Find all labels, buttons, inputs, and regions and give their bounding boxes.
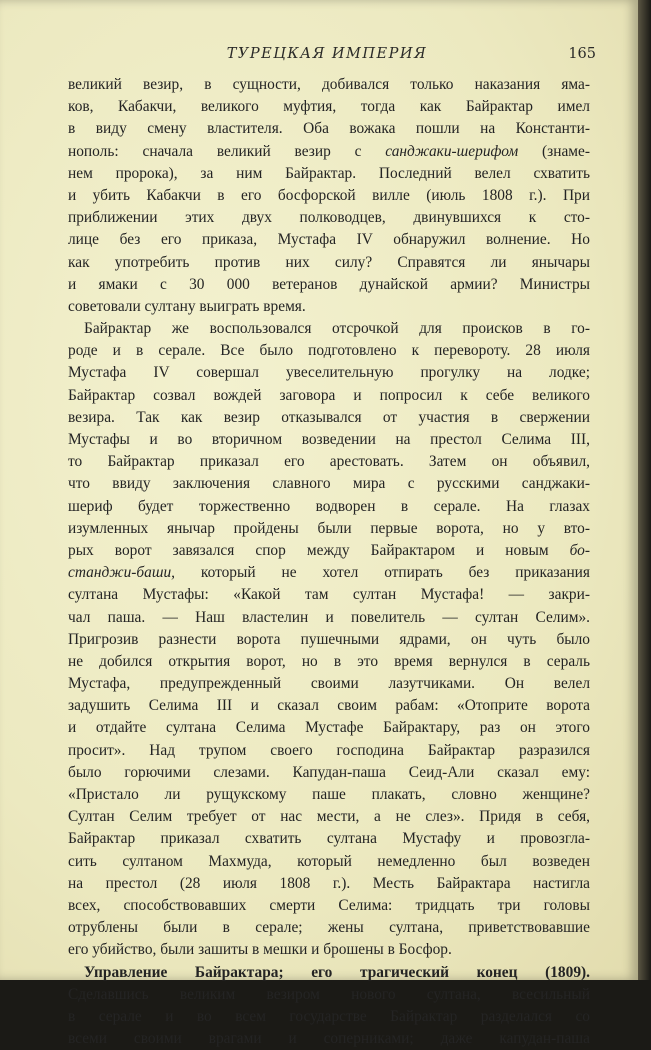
text-line <box>68 163 590 185</box>
text-line <box>68 229 590 251</box>
text-run: сить султаном Махмуда, который немедленно был возведен <box>68 852 590 870</box>
text-line <box>68 939 590 961</box>
text-line <box>68 607 590 629</box>
text-line <box>68 362 590 384</box>
text-line <box>68 851 590 873</box>
text-line <box>68 784 590 806</box>
text-run: в виду смену властителя. Оба вожака пошли на Константи- <box>68 120 590 138</box>
text-run: не добился открытия ворот, но в это время вернулся в сераль <box>68 652 590 670</box>
text-line <box>68 540 590 562</box>
text-line <box>68 429 590 451</box>
text-run: Пригрозив разнести ворота пушечными ядрами, он чуть было <box>68 630 590 648</box>
text-line <box>68 695 590 717</box>
text-run: чал паша. — Наш властелин и повелитель — султан Селим». <box>68 608 590 626</box>
text-line <box>68 1028 590 1050</box>
text-line <box>68 584 590 606</box>
text-run: и убить Кабакчи в его босфорской вилле (июль 1808 г.). При <box>68 186 590 204</box>
text-run: султана Мустафы: «Какой там султан Мустафа! — закри- <box>68 586 590 604</box>
text-line <box>68 962 590 984</box>
text-run: его убийство, были зашиты в мешки и брошены в Босфор. <box>68 941 452 959</box>
text-line <box>68 141 590 163</box>
text-run: роде и в серале. Все было подготовлено к перевороту. 28 июля <box>68 342 590 360</box>
text-run: то Байрактар приказал его арестовать. Затем он объявил, <box>68 453 590 471</box>
text-line <box>68 806 590 828</box>
text-line <box>68 96 590 118</box>
text-run: (знаме- <box>518 142 590 160</box>
text-run: и отдайте султана Селима Мустафе Байрактару, раз он этого <box>68 719 590 737</box>
text-line <box>68 984 590 1006</box>
text-line <box>68 651 590 673</box>
text-run: в серале и во всем государстве Байрактар разделался со <box>68 1007 590 1025</box>
text-run: нем пророка), за ним Байрактар. Последний велел схватить <box>68 164 590 182</box>
text-line <box>68 185 590 207</box>
text-line <box>68 451 590 473</box>
page-edge-shadow <box>638 0 651 980</box>
italic-term: станджи-баши, <box>68 564 175 582</box>
text-run: было горючими слезами. Капудан-паша Сеид-Али сказал ему: <box>68 763 590 781</box>
text-line <box>68 873 590 895</box>
running-title: ТУРЕЦКАЯ ИМПЕРИЯ <box>226 46 428 62</box>
text-line <box>68 828 590 850</box>
text-run: Байрактар созвал вождей заговора и попросил к себе великого <box>68 386 590 404</box>
text-run: Мустафа, предупрежденный своими лазутчиками. Он велел <box>68 675 590 693</box>
text-line <box>68 274 590 296</box>
text-run: «Пристало ли рущукскому паше плакать, словно женщине? <box>68 786 590 803</box>
text-run: нополь: сначала великий везир с <box>68 142 386 160</box>
text-run: советовали султану выиграть время. <box>68 297 306 315</box>
text-line <box>68 340 590 362</box>
italic-term: бо- <box>569 541 590 559</box>
text-line <box>68 473 590 495</box>
text-line <box>68 917 590 939</box>
text-line <box>68 740 590 762</box>
text-line <box>68 118 590 140</box>
text-line <box>68 717 590 739</box>
body-text <box>68 74 590 1050</box>
text-run: Мустафа IV совершал увеселительную прогулку на лодке; <box>68 364 590 382</box>
text-line <box>68 518 590 540</box>
text-line <box>68 673 590 695</box>
text-line <box>68 407 590 429</box>
text-run: отрублены были в серале; жены султана, приветствовавшие <box>68 919 590 937</box>
text-run: что ввиду заключения славного мира с русскими санджаки- <box>68 475 590 493</box>
text-line <box>68 895 590 917</box>
text-line <box>68 207 590 229</box>
text-run: и ямаки с 30 000 ветеранов дунайской армии? Министры <box>68 275 590 293</box>
text-run: просит». Над трупом своего господина Байрактар разразился <box>68 741 590 759</box>
text-line <box>68 318 590 340</box>
text-line <box>68 562 590 584</box>
text-run: приближении этих двух полководцев, двинувшихся к сто- <box>68 209 590 227</box>
text-run: который не хотел отпирать без приказания <box>174 564 590 582</box>
text-run: Сделавшись великим везиром нового султана, всесильный <box>68 985 590 1003</box>
text-run: Байрактар приказал схватить султана Мустафу и провозгла- <box>68 830 590 848</box>
italic-term: санджаки-шерифом <box>385 142 519 160</box>
text-run: задушить Селима III и сказал своим рабам: «Отоприте ворота <box>68 697 590 715</box>
text-run: Султан Селим требует от нас мести, а не слез». Придя в себя, <box>68 808 590 826</box>
text-run: ков, Кабакчи, великого муфтия, тогда как Байрактар имел <box>68 98 590 116</box>
page-number: 165 <box>568 46 596 62</box>
text-run: всех, способствовавших смерти Селима: тридцать три головы <box>68 896 590 914</box>
text-line <box>68 74 590 96</box>
text-line <box>68 496 590 518</box>
text-run: всеми своими врагами и соперниками; даже капудан-паша <box>68 1030 590 1048</box>
bold-heading: Управление Байрактара; его трагический конец (1809). <box>84 963 590 981</box>
text-line <box>68 385 590 407</box>
page-header <box>58 46 596 66</box>
text-line <box>68 252 590 274</box>
text-line <box>68 629 590 651</box>
text-run: Мустафы и во вторичном возведении на престол Селима III, <box>68 431 590 448</box>
text-run: как употребить против них силу? Справятся ли янычары <box>68 253 590 271</box>
text-run: везира. Так как везир отказывался от участия в свержении <box>68 408 590 426</box>
text-line <box>68 762 590 784</box>
text-run: на престол (28 июля 1808 г.). Месть Байрактара настигла <box>68 874 590 892</box>
text-line <box>68 1006 590 1028</box>
text-run: лице без его приказа, Мустафа IV обнаружил волнение. Но <box>68 231 590 249</box>
text-run: шериф будет торжественно водворен в серале. На глазах <box>68 497 590 515</box>
text-line <box>68 296 590 318</box>
text-run: изумленных янычар пройдены были первые ворота, но у вто- <box>68 519 590 537</box>
text-run: Байрактар же воспользовался отсрочкой для происков в го- <box>84 320 590 338</box>
text-run: великий везир, в сущности, добивался только наказания яма- <box>68 76 590 93</box>
text-run: рых ворот завязался спор между Байрактаром и новым <box>68 541 570 559</box>
